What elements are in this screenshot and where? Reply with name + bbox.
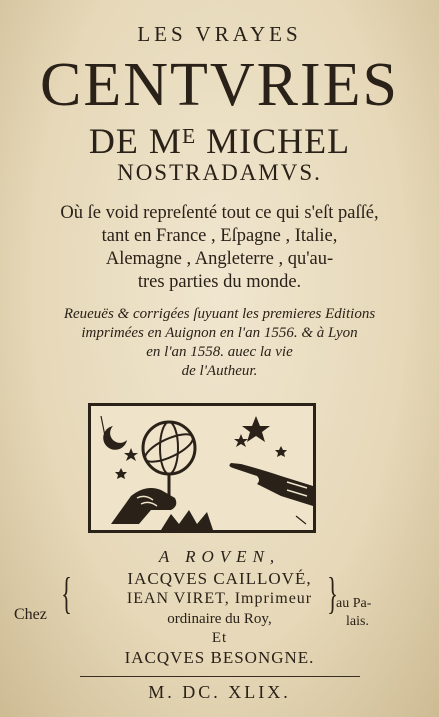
imprint-et: Et	[211, 630, 228, 646]
title-line-4: NOSTRADAMVS.	[117, 160, 322, 185]
description-line-4: tres parties du monde.	[137, 272, 302, 292]
imprint-printer-3: IACQVES BESONGNE.	[124, 648, 315, 667]
right-brace: }	[327, 569, 338, 618]
title-line-3: DE Mᴱ MICHEL	[88, 121, 351, 161]
imprint-palais-1: au Pa-	[336, 596, 372, 611]
imprint-chez: Chez	[14, 606, 47, 623]
title-line-2: CENTVRIES	[40, 51, 399, 119]
astrologer-woodcut-icon	[91, 406, 313, 530]
note-line-2: imprimées en Auignon en l'an 1556. & à Lyon	[81, 325, 358, 341]
description-line-3: Alemagne , Angleterre , qu'au-	[105, 249, 334, 269]
divider-rule	[80, 676, 360, 677]
imprint-printer-1: IACQVES CAILLOVÉ,	[127, 569, 312, 588]
note-line-3: en l'an 1558. auec la vie	[146, 344, 293, 360]
note-line-1: Reueuës & corrigées ſuyuant les premieres Editions	[63, 306, 376, 322]
description-line-1: Où ſe void repreſenté tout ce qui s'eſt paſſé,	[60, 203, 379, 223]
imprint-printer-2b: ordinaire du Roy,	[167, 611, 272, 627]
imprint-palais-2: lais.	[346, 614, 369, 629]
note-line-4: de l'Autheur.	[181, 363, 258, 379]
title-line-1: LES VRAYES	[137, 22, 302, 46]
woodcut-illustration	[88, 403, 316, 533]
description-line-2: tant en France , Eſpagne , Italie,	[101, 226, 338, 246]
imprint-city: A ROVEN,	[158, 547, 281, 566]
date: M. DC. XLIX.	[148, 682, 291, 702]
imprint-printer-2: IEAN VIRET, Imprimeur	[126, 590, 313, 607]
left-brace: {	[61, 569, 72, 618]
